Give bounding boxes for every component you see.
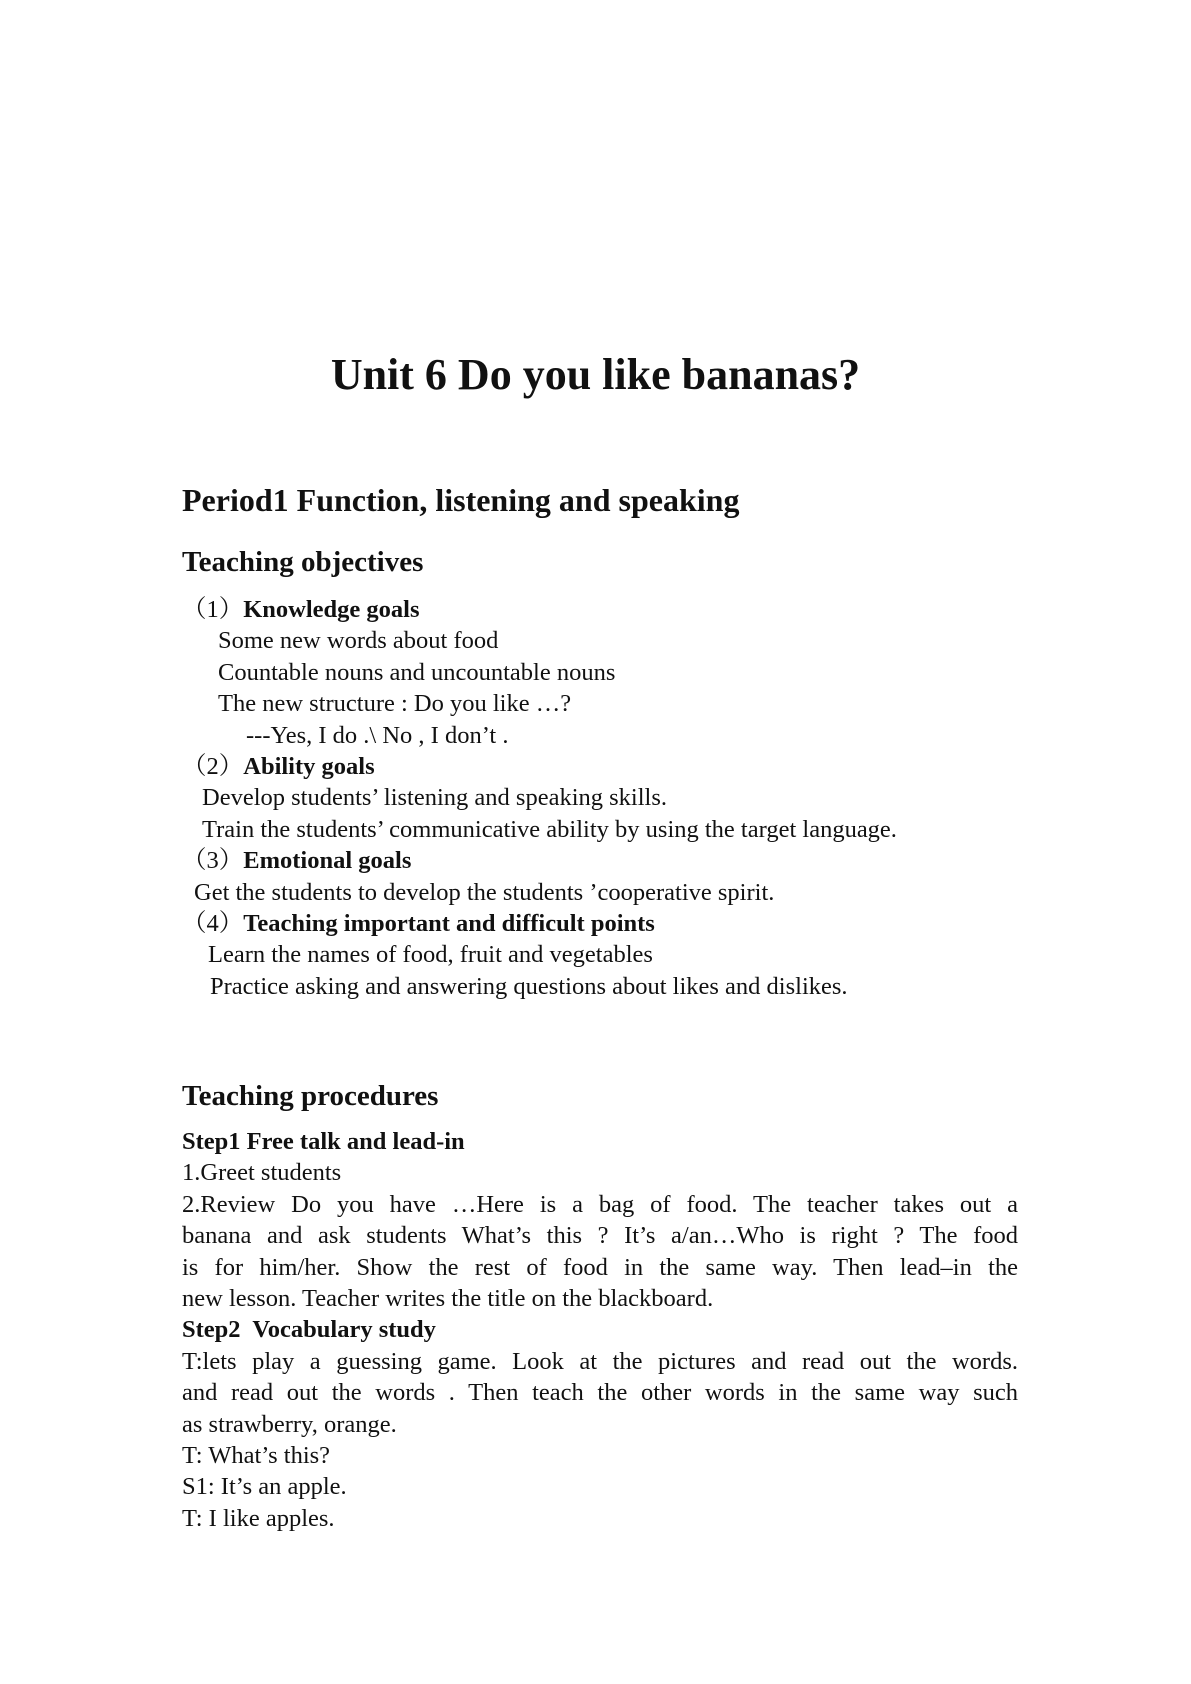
goal-number: （3） — [182, 847, 244, 875]
goal-line: ---Yes, I do .\ No , I don’t . — [246, 721, 509, 749]
goal-line: Learn the names of food, fruit and vegetables — [208, 941, 653, 969]
step-line: banana and ask students What’s this ? It’s a/an…Who is right ? The food — [182, 1222, 1018, 1250]
goal-heading — [182, 908, 1062, 939]
objectives-heading: Teaching objectives — [182, 546, 424, 578]
step-line: as strawberry, orange. — [182, 1410, 397, 1438]
goal-heading — [182, 845, 1062, 876]
goal-line: Train the students’ communicative ability by using the target language. — [202, 815, 897, 843]
document-title: Unit 6 Do you like bananas? — [330, 350, 861, 399]
goal-title: Emotional goals — [243, 847, 412, 875]
goal-title: Ability goals — [243, 753, 375, 781]
objectives-section — [182, 594, 1062, 1002]
dialogue-line: T: I like apples. — [182, 1504, 335, 1532]
period-heading: Period1 Function, listening and speaking — [182, 482, 740, 518]
goal-heading — [182, 594, 1062, 625]
goal-line: Get the students to develop the students ’cooperative spirit. — [194, 878, 775, 906]
goal-line: Develop students’ listening and speaking skills. — [202, 784, 667, 812]
step-heading: Step1 Free talk and lead-in — [182, 1128, 465, 1155]
goal-number: （4） — [182, 910, 244, 938]
goal-line: The new structure : Do you like …? — [218, 690, 572, 718]
step-line: new lesson. Teacher writes the title on the blackboard. — [182, 1285, 714, 1313]
procedures-heading: Teaching procedures — [182, 1080, 439, 1112]
goal-title: Teaching important and difficult points — [243, 910, 655, 938]
goal-heading — [182, 751, 1062, 782]
procedures-section — [182, 1126, 1018, 1534]
step-heading: Step2 Vocabulary study — [182, 1316, 436, 1344]
dialogue-line: T: What’s this? — [182, 1442, 331, 1470]
goal-number: （2） — [182, 753, 244, 781]
step-line: is for him/her. Show the rest of food in the same way. Then lead–in the — [182, 1253, 1018, 1281]
step-line: and read out the words . Then teach the other words in the same way such — [182, 1379, 1018, 1407]
step-line: T:lets play a guessing game. Look at the pictures and read out the words. — [182, 1347, 1018, 1375]
dialogue-line: S1: It’s an apple. — [182, 1473, 347, 1501]
goal-title: Knowledge goals — [243, 596, 420, 623]
goal-line: Some new words about food — [218, 627, 499, 655]
goal-number: （1） — [182, 596, 244, 623]
goal-line: Practice asking and answering questions about likes and dislikes. — [210, 972, 848, 1000]
step-line: 2.Review Do you have …Here is a bag of food. The teacher takes out a — [182, 1190, 1018, 1218]
goal-line: Countable nouns and uncountable nouns — [218, 658, 616, 686]
step-line: 1.Greet students — [182, 1159, 342, 1187]
